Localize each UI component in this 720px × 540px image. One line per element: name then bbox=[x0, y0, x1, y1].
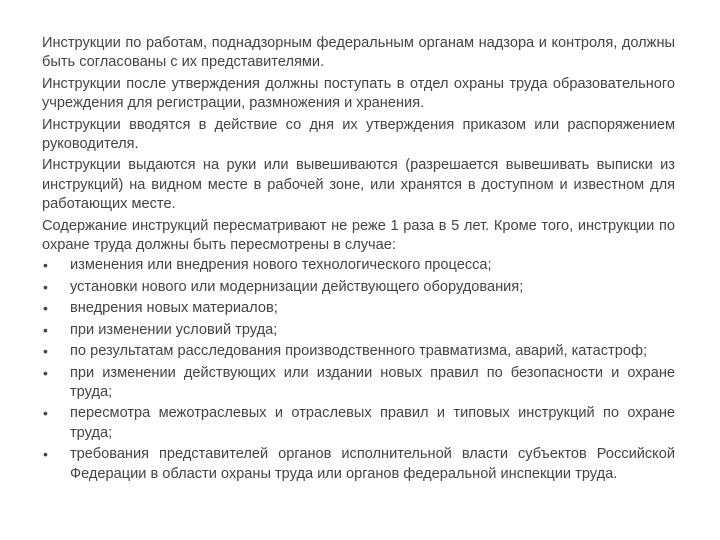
list-item-text: при изменении действующих или издании новых правил по безопасности и охране труда; bbox=[70, 364, 675, 400]
document-body bbox=[42, 34, 675, 486]
bullet-marker: • bbox=[43, 300, 48, 317]
list-item bbox=[42, 299, 675, 318]
list-item bbox=[42, 364, 675, 403]
list-item-text: изменения или внедрения нового технологического процесса; bbox=[70, 257, 492, 274]
list-item bbox=[42, 321, 675, 340]
bullet-marker: • bbox=[43, 405, 48, 422]
list-item-text: внедрения новых материалов; bbox=[70, 300, 278, 317]
list-item bbox=[42, 278, 675, 297]
list-item bbox=[42, 342, 675, 361]
list-item bbox=[42, 445, 675, 484]
bullet-marker: • bbox=[43, 257, 48, 274]
paragraph-enactment: Инструкции вводятся в действие со дня их утверждения приказом или распоряжением руководителя. bbox=[42, 116, 675, 153]
bullet-marker: • bbox=[43, 343, 48, 360]
bullet-marker: • bbox=[43, 446, 48, 463]
paragraph-registration: Инструкции после утверждения должны поступать в отдел охраны труда образовательного учреждения для регистрации, размножения и хранения. bbox=[42, 75, 675, 112]
list-item-text: установки нового или модернизации действующего оборудования; bbox=[70, 278, 524, 295]
bullet-marker: • bbox=[43, 321, 48, 338]
paragraph-approval: Инструкции по работам, поднадзорным федеральным органам надзора и контроля, должны быть согласованы с их представителями. bbox=[42, 35, 675, 71]
bullet-marker: • bbox=[43, 278, 48, 295]
list-item-text: требования представителей органов исполнительной власти субъектов Российской Федерации в области охраны труда или органов федеральной инспекции труда. bbox=[70, 446, 675, 482]
paragraph-distribution: Инструкции выдаются на руки или вывешиваются (разрешается вывешивать выписки из инструкций) на видном месте в рабочей зоне, или хранятся в доступном и известном для работающих месте. bbox=[42, 157, 675, 213]
list-item-text: при изменении условий труда; bbox=[70, 321, 278, 338]
revision-cases-list bbox=[42, 256, 675, 483]
list-item-text: пересмотра межотраслевых и отраслевых правил и типовых инструкций по охране труда; bbox=[70, 405, 675, 441]
paragraph-revision: Содержание инструкций пересматривают не реже 1 раза в 5 лет. Кроме того, инструкции по охране труда должны быть пересмотрены в случае: bbox=[42, 217, 675, 254]
list-item bbox=[42, 404, 675, 443]
list-item bbox=[42, 256, 675, 275]
list-item-text: по результатам расследования производственного травматизма, аварий, катастроф; bbox=[70, 343, 648, 360]
bullet-marker: • bbox=[43, 364, 48, 381]
